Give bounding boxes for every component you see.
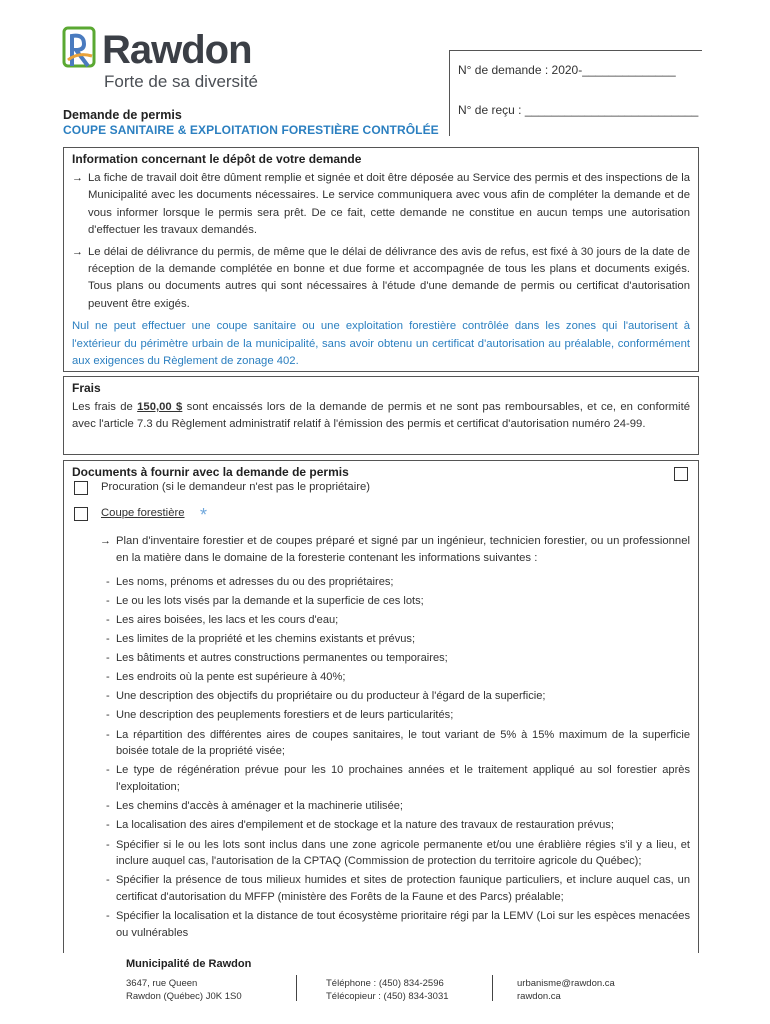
footer-org: Municipalité de Rawdon [126,958,252,970]
info-item-2 [72,244,690,314]
fees-text-after: sont encaissés lors de la demande de permis et ne sont pas remboursables, et ce, en conformité avec l'article 7.3 du Règlement administratif relatif à l'émission des permis et certificat d'autorisation numéro 24-99. [72,401,690,431]
list-item: - Le type de régénération prévue pour les 10 prochaines années et le traitement appliqué au sol forestier après l'exploitation; [106,762,690,796]
info-item-1-text: La fiche de travail doit être dûment remplie et signée et doit être déposée au Service des permis et des inspections de la Municipalité avec les documents nécessaires. Le service communiquera avec vous afin de compléter la demande et de vous informer lorsque le permis sera prêt. De ce fait, cette demande ne constitue en aucun temps une autorisation d'effectuer les travaux demandés. [88,172,690,237]
requirements-list [72,574,690,942]
list-item: - Les chemins d'accès à aménager et la machinerie utilisée; [106,798,690,815]
arrow-icon: → [72,245,83,258]
footer-phone: Téléphone : (450) 834-2596 [326,978,444,989]
arrow-icon: → [100,535,111,547]
list-item: - Le ou les lots visés par la demande et la superficie de ces lots; [106,593,690,610]
plan-item [72,533,690,568]
documents-heading: Documents à fournir avec la demande de permis [72,465,349,479]
list-item: - La répartition des différentes aires de coupes sanitaires, le tout variant de 5% à 15% maximum de la superficie boisée totale de la propriété visée; [106,727,690,761]
logo-tagline: Forte de sa diversité [104,72,259,91]
info-heading: Information concernant le dépôt de votre demande [72,152,362,166]
list-item: - Les noms, prénoms et adresses du ou des propriétaires; [106,574,690,591]
list-item: - Spécifier la localisation et la distance de tout écosystème prioritaire régi par la LEMV (Loi sur les espèces menacées ou vulnérables [106,908,690,942]
footer-web-link[interactable]: rawdon.ca [517,991,561,1002]
list-item: - Les aires boisées, les lacs et les cours d'eau; [106,612,690,629]
footer-fax: Télécopieur : (450) 834-3031 [326,991,449,1002]
footer-contact [517,977,615,1003]
footer-phones [326,977,449,1003]
footer-email-link[interactable]: urbanisme@rawdon.ca [517,978,615,989]
form-title: Demande de permis [63,108,182,122]
footer-address-line2: Rawdon (Québec) J0K 1S0 [126,991,242,1002]
arrow-icon: → [72,172,83,184]
list-item: - Les endroits où la pente est supérieure à 40%; [106,669,690,686]
fees-section [63,376,699,455]
form-subtitle: COUPE SANITAIRE & EXPLOITATION FORESTIÈRE CONTRÔLÉE [63,123,439,137]
list-item: - Spécifier si le ou les lots sont inclus dans une zone agricole permanente et/ou une érablière régies s'il y a lieu, et inclure auquel cas, l'autorisation de la CPTAQ (Commission de protection du territoire agricole du Québec); [106,837,690,871]
list-item: - La localisation des aires d'empilement et de stockage et la nature des travaux de restauration prévus; [106,817,690,834]
rawdon-logo [62,26,262,92]
list-item: - Les bâtiments et autres constructions permanentes ou temporaires; [106,650,690,667]
list-item: - Une description des objectifs du propriétaire ou du producteur à l'égard de la superficie; [106,688,690,705]
footer-divider [296,975,297,1001]
fees-heading: Frais [72,381,101,395]
plan-text: Plan d'inventaire forestier et de coupes préparé et signé par un ingénieur, technicien forestier, ou un professionnel en la matière dans le domaine de la foresterie contenant les informations suivantes : [116,535,690,565]
info-item-2-text: Le délai de délivrance du permis, de même que le délai de délivrance des avis de refus, est fixé à 30 jours de la date de réception de la demande complétée en bonne et due forme et accompagnée de tous les plans et documents exigés. Tous plans ou documents autres qui sont nécessaires à l'étude d'une demande de permis ou certificat d'autorisation peuvent être exigés. [88,245,690,310]
coupe-label: Coupe forestière [101,507,185,519]
list-item: - Les limites de la propriété et les chemins existants et prévus; [106,631,690,648]
footer-address [126,977,242,1003]
receipt-number-field[interactable]: N° de reçu : __________________________ [458,103,699,117]
fees-text-before: Les frais de [72,401,138,413]
footer [0,955,770,1024]
logo-wordmark: Rawdon [102,28,252,72]
footer-divider [492,975,493,1001]
documents-section [63,460,699,953]
footer-address-line1: 3647, rue Queen [126,978,198,989]
procuration-label: Procuration (si le demandeur n'est pas le propriétaire) [101,481,371,493]
coupe-row [72,505,690,527]
coupe-checkbox[interactable] [74,507,88,521]
request-number-box [449,50,702,136]
list-item: - Une description des peuplements forestiers et de leurs particularités; [106,707,690,724]
procuration-row [72,479,690,501]
list-item: - Spécifier la présence de tous milieux humides et sites de protection faunique particuliers, et inclure auquel cas, un certificat d'autorisation du MFFP (ministère des Forêts de la Faune et des Parcs) préalable; [106,872,690,906]
fees-text [72,399,690,434]
asterisk-icon: * [200,505,208,525]
rawdon-logo-icon [62,26,98,70]
request-number-field[interactable]: N° de demande : 2020-______________ [458,63,676,77]
info-item-1 [72,170,690,240]
fees-amount: 150,00 $ [137,401,183,413]
info-section [63,147,699,372]
info-note: Nul ne peut effectuer une coupe sanitaire ou une exploitation forestière contrôlée dans les zones qui l'autorisent à l'extérieur du périmètre urbain de la municipalité, sans avoir obtenu un certificat d'autorisation au préalable, conformément aux exigences du Règlement de zonage 402. [72,320,690,368]
procuration-checkbox[interactable] [74,481,88,495]
